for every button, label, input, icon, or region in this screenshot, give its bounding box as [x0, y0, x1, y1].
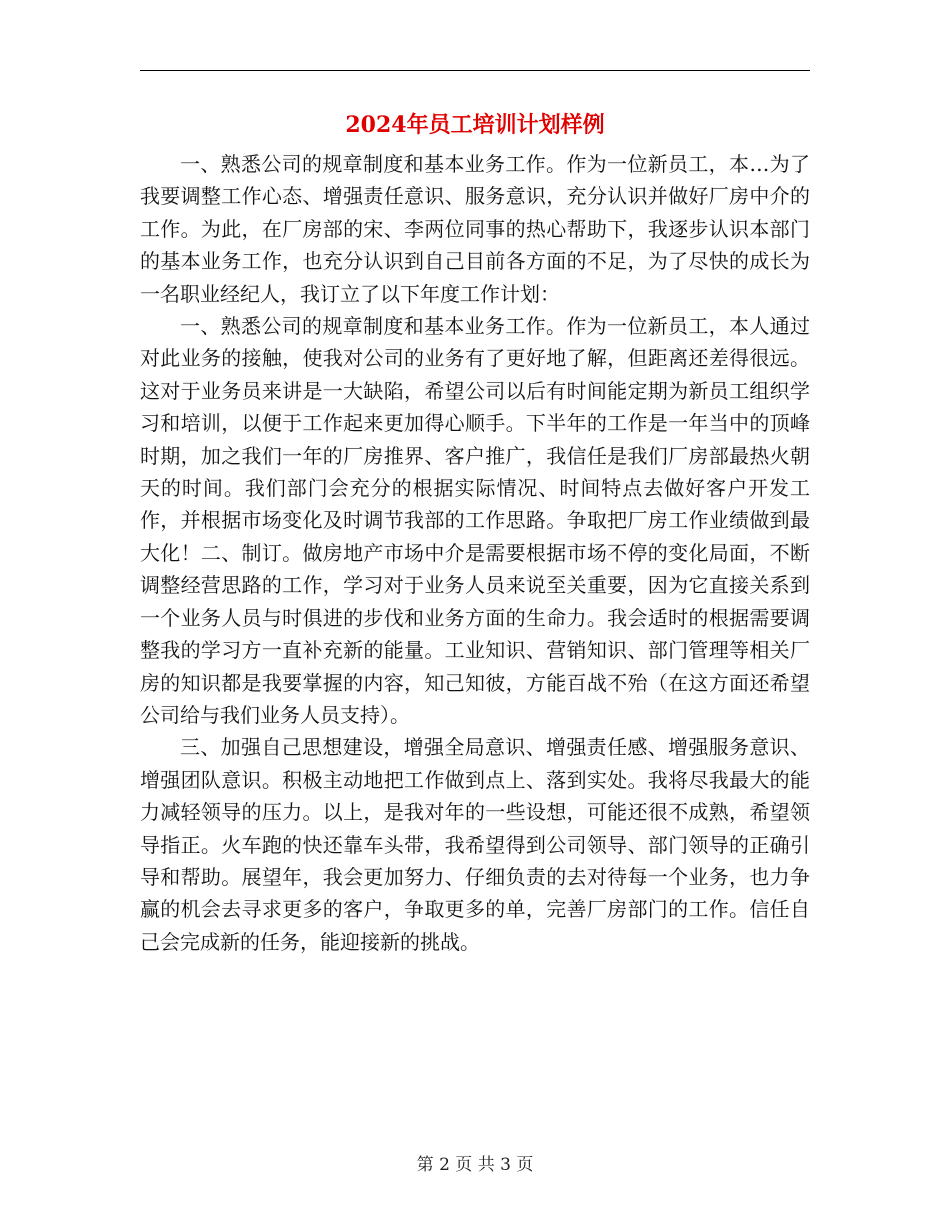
body-paragraph-3: 三、加强自己思想建设，增强全局意识、增强责任感、增强服务意识、增强团队意识。积极主动地把工作做到点上、落到实处。我将尽我最大的能力减轻领导的压力。以上，是我对年的一些设想，可能还很不成熟，希望领导指正。火车跑的快还靠车头带，我希望得到公司领导、部门领导的正确引导和帮助。展望年，我会更加努力、仔细负责的去对待每一个业务，也力争赢的机会去寻求更多的客户，争取更多的单，完善厂房部门的工作。信任自己会完成新的任务，能迎接新的挑战。	[140, 735, 810, 954]
header-rule	[140, 70, 810, 71]
document-title: 2024年员工培训计划样例	[345, 112, 605, 138]
page-number: 第 2 页 共 3 页	[416, 1155, 534, 1175]
body-paragraph-2: 一、熟悉公司的规章制度和基本业务工作。作为一位新员工，本人通过对此业务的接触，使我对公司的业务有了更好地了解，但距离还差得很远。这对于业务员来讲是一大缺陷，希望公司以后有时间能定期为新员工组织学习和培训，以便于工作起来更加得心顺手。下半年的工作是一年当中的顶峰时期，加之我们一年的厂房推界、客户推广，我信任是我们厂房部最热火朝天的时间。我们部门会充分的根据实际情况、时间特点去做好客户开发工作，并根据市场变化及时调节我部的工作思路。争取把厂房工作业绩做到最大化！二、制订。做房地产市场中介是需要根据市场不停的变化局面，不断调整经营思路的工作，学习对于业务人员来说至关重要，因为它直接关系到一个业务人员与时俱进的步伐和业务方面的生命力。我会适时的根据需要调整我的学习方一直补充新的能量。工业知识、营销知识、部门管理等相关厂房的知识都是我要掌握的内容，知己知彼，方能百战不殆（在这方面还希望公司给与我们业务人员支持）。	[140, 314, 810, 727]
document-body	[140, 148, 810, 958]
body-paragraph-1: 一、熟悉公司的规章制度和基本业务工作。作为一位新员工，本…为了我要调整工作心态、增强责任意识、服务意识，充分认识并做好厂房中介的工作。为此，在厂房部的宋、李两位同事的热心帮助下，我逐步认识本部门的基本业务工作，也充分认识到自己目前各方面的不足，为了尽快的成长为一名职业经纪人，我订立了以下年度工作计划：	[140, 152, 810, 306]
